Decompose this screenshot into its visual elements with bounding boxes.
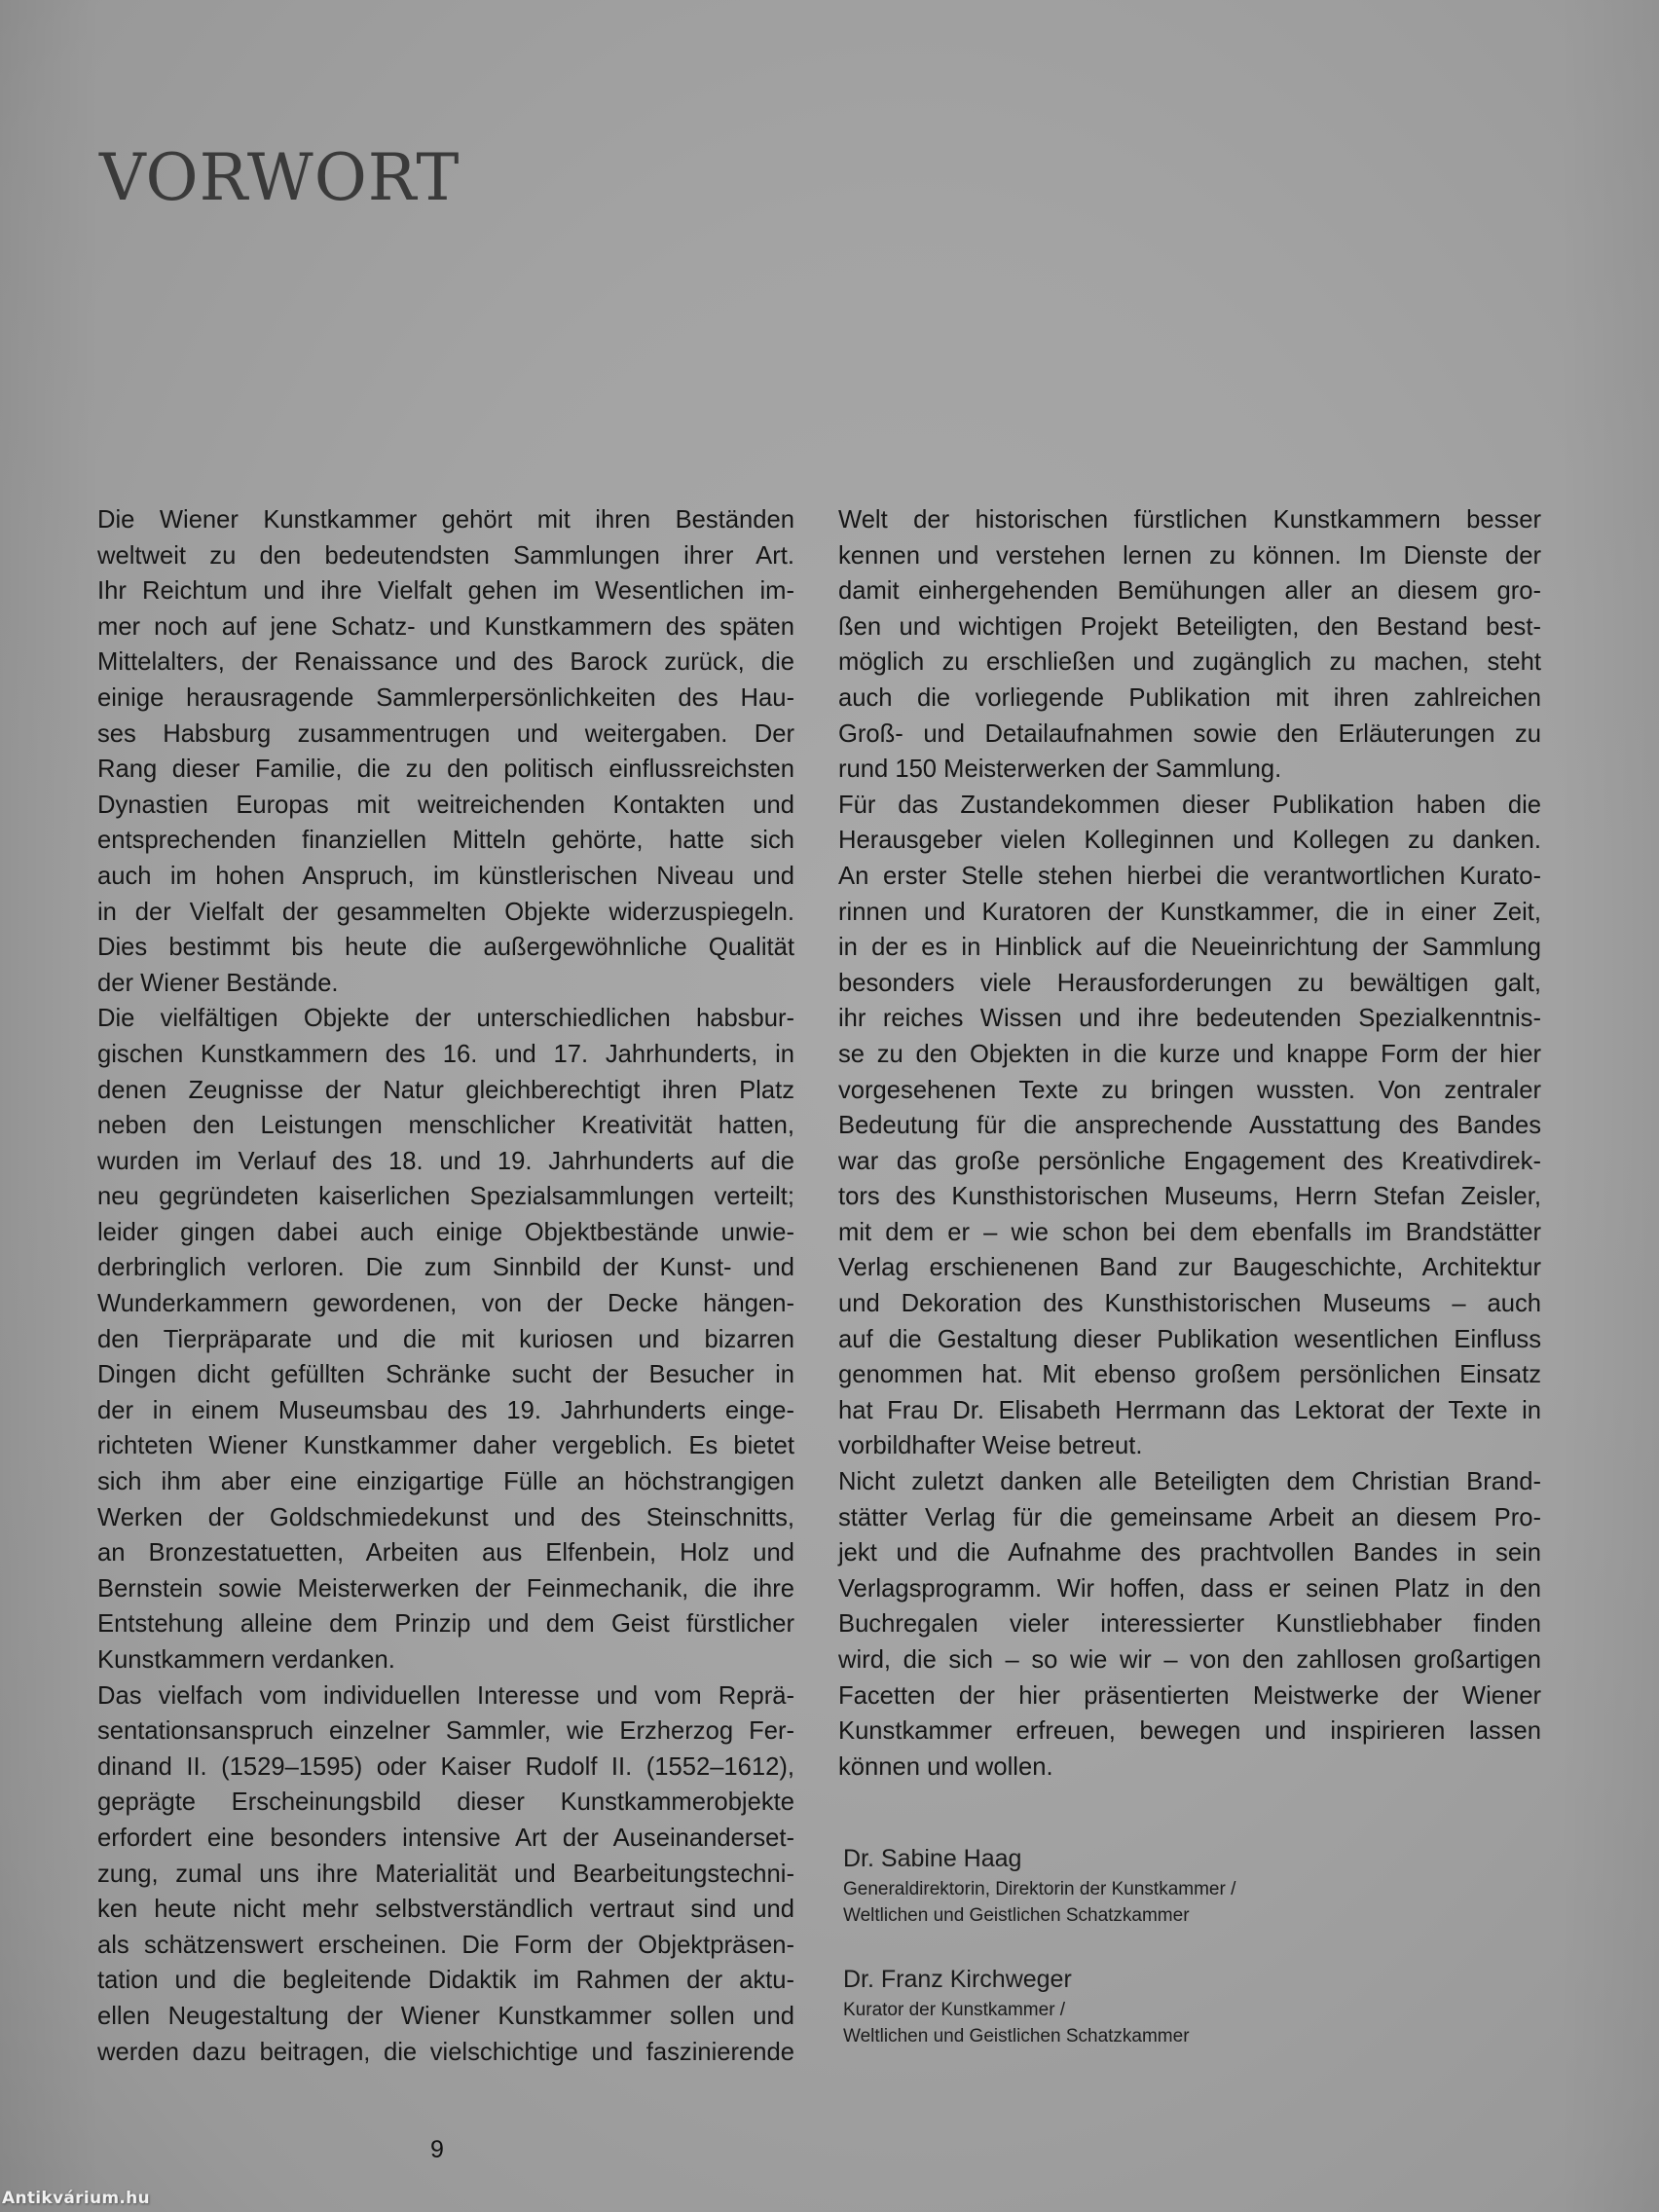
text-line: Rang dieser Familie, die zu den politisch einflussreichsten: [97, 756, 794, 784]
text-line: als schätzenswert erscheinen. Die Form der Objektpräsen-: [97, 1931, 794, 1959]
signatory-role: Weltlichen und Geistlichen Schatzkammer: [843, 1905, 1190, 1926]
text-line: tors des Kunsthistorischen Museums, Herrn Stefan Zeisler,: [838, 1183, 1541, 1211]
text-line: werden dazu beitragen, die vielschichtige und faszinierende: [97, 2038, 794, 2066]
paragraph: [838, 788, 1541, 1464]
paragraph: [97, 502, 794, 1001]
text-line: und Dekoration des Kunsthistorischen Museums – auch: [838, 1290, 1541, 1318]
text-line: Nicht zuletzt danken alle Beteiligten dem Christian Brand-: [838, 1468, 1541, 1496]
text-line: an Bronzestatuetten, Arbeiten aus Elfenbein, Holz und: [97, 1539, 794, 1567]
page-number: 9: [430, 2136, 444, 2163]
text-line: rinnen und Kuratoren der Kunstkammer, die in einer Zeit,: [838, 898, 1541, 926]
text-line: neben den Leistungen menschlicher Kreativität hatten,: [97, 1112, 794, 1140]
text-line: ken heute nicht mehr selbstverständlich vertraut sind und: [97, 1896, 794, 1924]
text-line: Werken der Goldschmiedekunst und des Steinschnitts,: [97, 1503, 794, 1531]
text-line: Dynastien Europas mit weitreichenden Kontakten und: [97, 791, 794, 819]
text-line: dinand II. (1529–1595) oder Kaiser Rudolf II. (1552–1612),: [97, 1752, 794, 1781]
text-line: Bedeutung für die ansprechende Ausstattung des Bandes: [838, 1112, 1541, 1140]
text-line: An erster Stelle stehen hierbei die verantwortlichen Kurato-: [838, 862, 1541, 890]
text-line: vorgesehenen Texte zu bringen wussten. Von zentraler: [838, 1076, 1541, 1104]
text-line: Die Wiener Kunstkammer gehört mit ihren Beständen: [97, 506, 794, 534]
text-line: möglich zu erschließen und zugänglich zu machen, steht: [838, 648, 1541, 677]
text-line: Wunderkammern gewordenen, von der Decke hängen-: [97, 1290, 794, 1318]
text-line: gischen Kunstkammern des 16. und 17. Jahrhunderts, in: [97, 1040, 794, 1068]
text-line: Dies bestimmt bis heute die außergewöhnliche Qualität: [97, 934, 794, 962]
text-line: kennen und verstehen lernen zu können. Im Dienste der: [838, 541, 1541, 570]
signatory-name: Dr. Franz Kirchweger: [843, 1966, 1072, 1993]
text-line: Bernstein sowie Meisterwerken der Feinmechanik, die ihre: [97, 1574, 794, 1603]
text-line: Facetten der hier präsentierten Meistwerke der Wiener: [838, 1681, 1541, 1710]
text-line: in der es in Hinblick auf die Neueinrichtung der Sammlung: [838, 934, 1541, 962]
text-line: weltweit zu den bedeutendsten Sammlungen ihrer Art.: [97, 541, 794, 570]
signatory-role: Kurator der Kunstkammer /: [843, 2000, 1066, 2020]
text-line: Welt der historischen fürstlichen Kunstkammern besser: [838, 506, 1541, 534]
text-line: Für das Zustandekommen dieser Publikation haben die: [838, 791, 1541, 819]
text-line: Mittelalters, der Renaissance und des Barock zurück, die: [97, 648, 794, 677]
text-line: können und wollen.: [838, 1752, 1053, 1781]
text-line: vorbildhafter Weise betreut.: [838, 1432, 1143, 1460]
text-line: mer noch auf jene Schatz- und Kunstkammern des späten: [97, 612, 794, 641]
text-line: rund 150 Meisterwerken der Sammlung.: [838, 756, 1282, 784]
signature-section: [843, 1843, 1235, 2084]
text-line: Kunstkammer erfreuen, bewegen und inspirieren lassen: [838, 1717, 1541, 1746]
text-line: stätter Verlag für die gemeinsame Arbeit an diesem Pro-: [838, 1503, 1541, 1531]
text-line: zung, zumal uns ihre Materialität und Bearbeitungstechni-: [97, 1860, 794, 1888]
text-line: auch die vorliegende Publikation mit ihren zahlreichen: [838, 683, 1541, 712]
text-line: Das vielfach vom individuellen Interesse und vom Reprä-: [97, 1681, 794, 1710]
text-line: ihr reiches Wissen und ihre bedeutenden Spezialkenntnis-: [838, 1005, 1541, 1033]
signatory-name: Dr. Sabine Haag: [843, 1845, 1022, 1872]
text-line: war das große persönliche Engagement des Kreativdirek-: [838, 1147, 1541, 1175]
text-line: der in einem Museumsbau des 19. Jahrhunderts einge-: [97, 1396, 794, 1424]
text-line: erfordert eine besonders intensive Art der Auseinanderset-: [97, 1824, 794, 1852]
text-line: entsprechenden finanziellen Mitteln gehörte, hatte sich: [97, 827, 794, 855]
text-line: auch im hohen Anspruch, im künstlerischen Niveau und: [97, 862, 794, 890]
text-line: Ihr Reichtum und ihre Vielfalt gehen im Wesentlichen im-: [97, 577, 794, 606]
text-line: mit dem er – wie schon bei dem ebenfalls im Brandstätter: [838, 1218, 1541, 1246]
page-title: VORWORT: [99, 140, 461, 215]
text-line: richteten Wiener Kunstkammer daher vergeblich. Es bietet: [97, 1432, 794, 1460]
signature-block: [843, 1964, 1235, 2049]
text-line: einige herausragende Sammlerpersönlichkeiten des Hau-: [97, 683, 794, 712]
text-line: neu gegründeten kaiserlichen Spezialsammlungen verteilt;: [97, 1183, 794, 1211]
text-line: sich ihm aber eine einzigartige Fülle an höchstrangigen: [97, 1468, 794, 1496]
text-line: auf die Gestaltung dieser Publikation wesentlichen Einfluss: [838, 1325, 1541, 1353]
text-line: Dingen dicht gefüllten Schränke sucht der Besucher in: [97, 1361, 794, 1389]
text-line: se zu den Objekten in die kurze und knappe Form der hier: [838, 1040, 1541, 1068]
text-line: tation und die begleitende Didaktik im Rahmen der aktu-: [97, 1967, 794, 1995]
text-line: besonders viele Herausforderungen zu bewältigen galt,: [838, 969, 1541, 997]
text-line: ses Habsburg zusammentrugen und weitergaben. Der: [97, 719, 794, 748]
text-line: in der Vielfalt der gesammelten Objekte widerzuspiegeln.: [97, 898, 794, 926]
text-line: ßen und wichtigen Projekt Beteiligten, den Bestand best-: [838, 612, 1541, 641]
text-line: Herausgeber vielen Kolleginnen und Kollegen zu danken.: [838, 827, 1541, 855]
text-line: der Wiener Bestände.: [97, 969, 339, 997]
text-line: jekt und die Aufnahme des prachtvollen Bandes in sein: [838, 1539, 1541, 1567]
text-line: Die vielfältigen Objekte der unterschiedlichen habsbur-: [97, 1005, 794, 1033]
text-line: ellen Neugestaltung der Wiener Kunstkammer sollen und: [97, 2002, 794, 2030]
text-line: Verlag erschienenen Band zur Baugeschichte, Architektur: [838, 1254, 1541, 1282]
paragraph: [838, 1464, 1541, 1785]
text-line: derbringlich verloren. Die zum Sinnbild der Kunst- und: [97, 1254, 794, 1282]
text-line: leider gingen dabei auch einige Objektbestände unwie-: [97, 1218, 794, 1246]
signatory-role: Generaldirektorin, Direktorin der Kunstkammer /: [843, 1879, 1236, 1899]
text-line: den Tierpräparate und die mit kuriosen und bizarren: [97, 1325, 794, 1353]
paragraph: [97, 1678, 794, 2071]
left-text-column: [97, 502, 794, 2070]
paragraph: [97, 1001, 794, 1677]
text-line: Verlagsprogramm. Wir hoffen, dass er seinen Platz in den: [838, 1574, 1541, 1603]
text-line: hat Frau Dr. Elisabeth Herrmann das Lektorat der Texte in: [838, 1396, 1541, 1424]
text-line: Groß- und Detailaufnahmen sowie den Erläuterungen zu: [838, 719, 1541, 748]
text-line: wird, die sich – so wie wir – von den zahllosen großartigen: [838, 1646, 1541, 1674]
text-line: Kunstkammern verdanken.: [97, 1646, 395, 1674]
watermark-logo: Antikvárium.hu: [2, 2189, 150, 2208]
text-line: damit einhergehenden Bemühungen aller an diesem gro-: [838, 577, 1541, 606]
signature-block: [843, 1843, 1235, 1929]
text-line: wurden im Verlauf des 18. und 19. Jahrhunderts auf die: [97, 1147, 794, 1175]
text-line: sentationsanspruch einzelner Sammler, wie Erzherzog Fer-: [97, 1717, 794, 1746]
paragraph: [838, 502, 1541, 788]
right-text-column: [838, 502, 1541, 1785]
text-line: geprägte Erscheinungsbild dieser Kunstkammerobjekte: [97, 1788, 794, 1817]
text-line: genommen hat. Mit ebenso großem persönlichen Einsatz: [838, 1361, 1541, 1389]
signatory-role: Weltlichen und Geistlichen Schatzkammer: [843, 2026, 1190, 2046]
text-line: denen Zeugnisse der Natur gleichberechtigt ihren Platz: [97, 1076, 794, 1104]
text-line: Buchregalen vieler interessierter Kunstliebhaber finden: [838, 1610, 1541, 1639]
text-line: Entstehung alleine dem Prinzip und dem Geist fürstlicher: [97, 1610, 794, 1639]
